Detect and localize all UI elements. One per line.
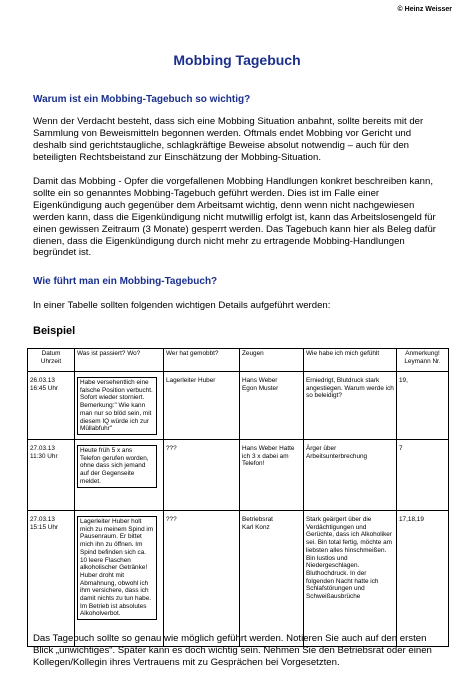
table-cell-witnesses: Hans Weber Egon Muster bbox=[240, 372, 304, 440]
column-header-date-time: Datum Uhrzeit bbox=[28, 349, 75, 372]
section-heading-how: Wie führt man ein Mobbing-Tagebuch? bbox=[33, 276, 218, 287]
paragraph-why-1: Wenn der Verdacht besteht, dass sich eine Mobbing Situation anbahnt, sollte bereits mit der Sammlung von Beweismitteln begonnen werden. Oftmals endet Mobbing vor Gericht und deshalb sind gerichtstaugliche, schlagkräftige Beweise absolut notwendig – auch für den beteiligten Rechtsbeistand zur Einschätzung der Mobbing-Situation. bbox=[33, 116, 424, 163]
table-cell-what: Habe versehentlich eine falsche Position verbucht. Sofort wieder storniert. Bemerkung:" Wie kann man nur so blöd sein, mit diesem IQ würde ich zur Müllabfuhr" bbox=[75, 372, 164, 440]
table-row bbox=[28, 440, 449, 511]
mobbing-log-table bbox=[27, 348, 449, 647]
column-header-remarks: Anmerkung! Leymann Nr. bbox=[397, 349, 449, 372]
column-header-what-happened: Was ist passiert? Wo? bbox=[75, 349, 164, 372]
table-cell-who: Lagerleiter Huber bbox=[164, 372, 240, 440]
table-cell-date: 27.03.13 11:30 Uhr bbox=[28, 440, 75, 511]
table-cell-what: Lagerleiter Huber holt mich zu meinem Spind im Pausenraum. Er bittet mich ihn zu öffnen. Im Spind befinden sich ca. 10 leere Flaschen alkoholischer Getränke! Huber droht mit Abmahnung, obwohl ich ihm versichere, dass ich damit nichts zu tun habe. Im Betrieb ist absolutes Alkoholverbot. bbox=[75, 511, 164, 647]
table-cell-feeling: Stark geärgert über die Verdächtigungen und Gerüchte, dass ich Alkoholiker sei. Bin total fertig, möchte am liebsten alles hinschmeißen. Bin lustlos und Niedergeschlagen. Bluthochdruck. In der folgenden Nacht hatte ich Schlafstörungen und Schweißausbrüche bbox=[304, 511, 397, 647]
paragraph-how: In einer Tabelle sollten folgenden wichtigen Details aufgeführt werden: bbox=[33, 300, 331, 311]
table-row bbox=[28, 511, 449, 647]
table-cell-remark: 19, bbox=[397, 372, 449, 440]
paragraph-why-2: Damit das Mobbing - Opfer die vorgefallenen Mobbing Handlungen konkret beschreiben kann, sollte ein so genanntes Mobbing-Tagebuch geführt werden. Dies ist im Falle einer Eigenkündigung auch gegenüber dem Arbeitsamt wichtig, denn wenn nicht nachgewiesen werden kann, dass die Eigenkündigung nicht mutwillig erfolgt ist, kann das Arbeitslosengeld für einen gewissen Zeitraum (3 Monate) gesperrt werden. Das Tagebuch kann hier als Beleg dafür dienen, dass die Eigenkündigung durch nicht mehr zu ertragende Mobbing-Handlungen begründet ist. bbox=[33, 176, 436, 259]
table-cell-witnesses: Betriebsrat Karl Konz bbox=[240, 511, 304, 647]
copyright-notice: © Heinz Weisser bbox=[397, 6, 452, 13]
table-cell-date: 26.03.13 16:45 Uhr bbox=[28, 372, 75, 440]
section-heading-why: Warum ist ein Mobbing-Tagebuch so wichtig? bbox=[33, 94, 251, 105]
table-cell-witnesses: Hans Weber Hatte ich 3 x dabei am Telefon! bbox=[240, 440, 304, 511]
table-header-row bbox=[28, 349, 449, 372]
table-cell-who: ??? bbox=[164, 440, 240, 511]
table-cell-who: ??? bbox=[164, 511, 240, 647]
table-cell-remark: 17,18,19 bbox=[397, 511, 449, 647]
table-cell-feeling: Erniedrigt, Blutdruck stark angestiegen. Warum werde ich so beleidigt? bbox=[304, 372, 397, 440]
example-heading: Beispiel bbox=[33, 325, 76, 337]
document-title: Mobbing Tagebuch bbox=[173, 52, 301, 68]
closing-paragraph: Das Tagebuch sollte so genau wie möglich geführt werden. Notieren Sie auch auf den ersten Blick „unwichtiges“. Später kann es doch wichtig sein. Nehmen Sie den Betriebsrat oder einen Kollegen/Kollegin ihres Vertrauens mit zu Gesprächen bei Vorgesetzten. bbox=[33, 633, 432, 668]
column-header-how-felt: Wie habe ich mich gefühlt bbox=[304, 349, 397, 372]
table-cell-date: 27.03.13 15:15 Uhr bbox=[28, 511, 75, 647]
table-cell-feeling: Ärger über Arbeitsunterbrechung bbox=[304, 440, 397, 511]
table-cell-what: Heute früh 5 x ans Telefon gerufen worden, ohne dass sich jemand auf der Gegenseite meldet. bbox=[75, 440, 164, 511]
table-cell-remark: 7 bbox=[397, 440, 449, 511]
column-header-witnesses: Zeugen bbox=[240, 349, 304, 372]
column-header-who-mobbed: Wer hat gemobbt? bbox=[164, 349, 240, 372]
table-row bbox=[28, 372, 449, 440]
